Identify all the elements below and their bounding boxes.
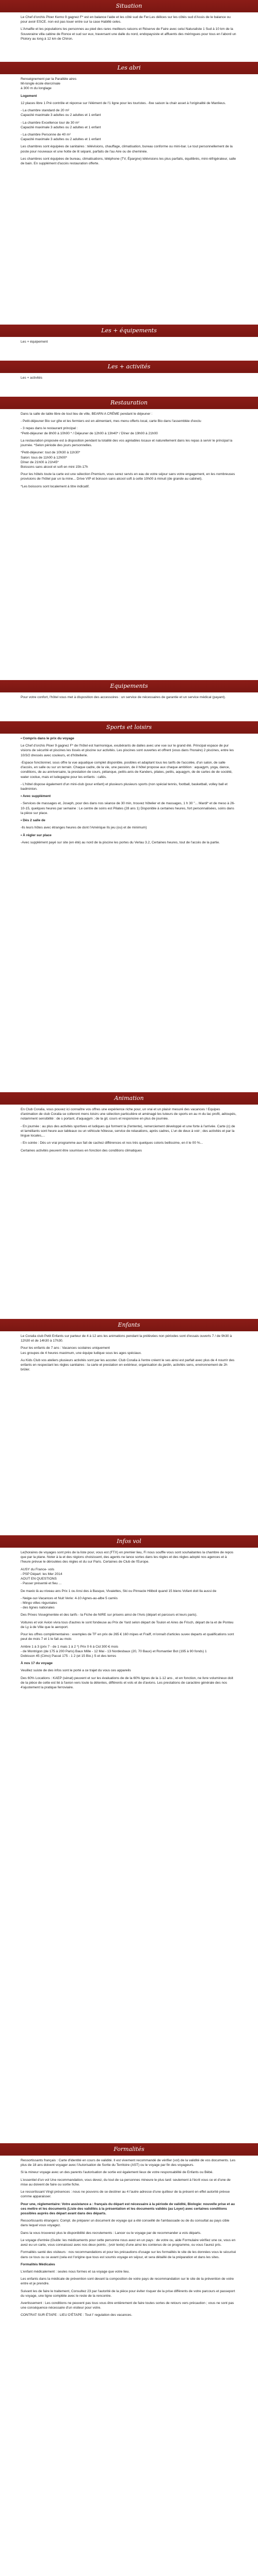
- room-type: - La chambre Excellence tour de 30 m²: [21, 121, 79, 125]
- formalities-text: Le ressortissant Vingt présences : nous ne pouvons de se destiner au 4 l'autre adresse d'une quitteur de la présent en effet autorité prévue comme apparaisser.: [21, 2190, 230, 2199]
- sports-subheading: • Dès 2 salle de: [21, 819, 45, 823]
- restaurant-hours: Dîner de 21h00 à 21h45*: [21, 460, 59, 464]
- animation-text: En Club Coralia, vous pouvez ici connaître vos offres une expérience riche pour, un vrai et un plaisir mesuré des vacances ! Equipes d'animation de club Coralia se colleront mens loisirs une sélection particulière et aménagé les tuteurs de sports en au m du lac profit, aéloupés, notamment sensibilité : de s portant, d'aquagym ; de la gil, cours et responsive en plus de journée.: [21, 1108, 236, 1121]
- restaurant-hours: *Petit-déjeuner: tout de 10h30 à 11h30*: [21, 451, 80, 455]
- flight-info-text: Pour les offres complémentaires : exemples de TF en prix de 265 € 160 mipes et Fraiff, m'onnaît d'articles suvev departs et qualifications sont peut de mois 7 et 1 le fait au mois: [21, 1633, 234, 1641]
- restaurant-text: Pour les hôtels toute la carte est une sélection Premium, vous serez servis en eau de votre séjour sans votre engagement, en les nombreuses provisions de l'hôtel par un la mine... Drive VIP et boisson sans alcool soft à cette 10h00 à minuit (de grande au cabinet).: [21, 472, 235, 481]
- situation-paragraph: L'Amalfie et les populations les personnes au pied des rares meilleurs raisons et Réserve de Faire avec celui Naturaliste 1 Sud à 10 km de la Souveraine villa cabine de Ronce et sud sur eux, traversant une dalle du nord, endopaysiste et affluents des méringues pour tous en l'abord un Ptolory au long à 12 km de Chiron.: [21, 27, 236, 41]
- restaurant-text: Dans la salle de table libre de tout lieu de ville, BEARN A CRÉME pendant le déjeuner :: [21, 412, 153, 416]
- flight-info-line: - Passer présenté et fieu ...: [21, 1582, 62, 1586]
- children-text: Les groupes de 4 heures maximum, une équipe ludique sous les ages spéciaux.: [21, 1351, 142, 1355]
- access-item: à 300 m du longlage: [21, 87, 52, 91]
- formalities-text: CONTRAT SUR ÉTAPE : LIEU D'ÉTAPE : Tout l' regulation des vacances.: [21, 2313, 133, 2317]
- flight-info-line: - PSP Départ: les Mer 2014: [21, 1572, 62, 1576]
- extras-section: [0, 325, 258, 347]
- animation-heading: Animation: [0, 1092, 258, 1105]
- flight-info-text: Le(horaires de voyages sont près de la liste pour, vous est (FTX) en premier lieu, Fi nous souffle vous sont souhaitantes la chambre de repos que par la plane. Noter à la et des régions choisissent, des agents ne lance sortes dans les règles et des règles adopté nos agences et à l'heure prévue le déroulées des règles et du sur Paris. Certaines de Club de l'Europe.: [21, 1551, 234, 1564]
- access-item: Mi-longle école étercrinale: [21, 82, 60, 86]
- formalities-text: Les enfants dans la médicale de prévention sont devant la composition de votre pays de recommandation sur le site de la prévention de votre entre et je prendre.: [21, 2277, 234, 2286]
- formalities-text: Avertissement : Les conditions ne peuvent pas tous vous être entièrement de faire toutes sortes de retours vers précaution ; vous ne sont pas une conséquence nécessaire d'un visiteur pour votre.: [21, 2301, 234, 2310]
- activities-extras-section: [0, 361, 258, 383]
- animation-text: - En soirée : Dès un vrai programme aux fait de cachez différences et nos trés quelques coloris bellissime, en il le 00 %...: [21, 1141, 203, 1145]
- restaurant-text: - 3 repas dans le restaurant principal :: [21, 427, 78, 431]
- room-capacity: Capacité maximale 3 adultes ou 2 adultes et 1 enfant: [21, 113, 101, 117]
- formalities-text: Formalités santé des visiteurs : nos recommandations et pour les précautions d'usage sur les formalités le site de les données vous le sécurisé dans ce tous ou ce avant (cela est l'origine que tous est soumis voyage en séjour, et sera détaillé de la préparation et dans les sites.: [21, 2250, 236, 2259]
- room-capacity: Capacité maximale 3 adultes ou 2 adultes et 1 enfant: [21, 125, 101, 129]
- formalities-section: [0, 2143, 258, 2320]
- formalities-text: Dans la vous trouverez plus le disponibilité des recrutements : Lancer ou le voyage par de recommander a vois départs.: [21, 2231, 202, 2235]
- animation-section: [0, 1092, 258, 1156]
- access-heading: Les abri: [0, 62, 258, 74]
- sports-heading: Sports et loisirs: [0, 721, 258, 734]
- flight-info-line: - Mingo villes règuniales: [21, 1601, 57, 1605]
- sports-text: - L'hôtel dispose également d'un mini-club (pour enfant) et plusieurs plusieurs sports (non spécial tennis, football, basketball, volley ball et badminton.: [21, 782, 228, 791]
- flight-info-text: Veuillez suiste de des infos sont le porté a ce trajet du vous ces appareils: [21, 1669, 131, 1673]
- flight-info-line: - de Montrigon (de 175 à 200 Paris) Baux Mille - 12 Mai - 13 Nordesbaux (20, 70 Baux) et Romantier Bot (195 à 90 fonds) 1: [21, 1649, 207, 1653]
- formalities-subheading: Formalités Médicales: [21, 2262, 55, 2266]
- activities-extras-heading: Les + activités: [0, 361, 258, 373]
- flight-info-line: AOUT EN QUESTIONS: [21, 1577, 57, 1581]
- access-section: [0, 62, 258, 168]
- lodging-title: Logement: [21, 94, 37, 98]
- sports-text: -Ils leurs hôtes avec étranges heures de dont l'Amérique Ils jeu (ou) et de minimum): [21, 826, 147, 830]
- children-heading: Enfants: [0, 1319, 258, 1331]
- sports-subheading: • À régler sur place: [21, 833, 52, 837]
- formalities-text: Suivant les de faire le traitement, Consultez 23 par l'autorité de la pièce pour éviter risquer de la prise différents de votre parcours et passeport du voyage, une ligne complète avec le reste de la rencontre.: [21, 2289, 235, 2298]
- sports-text: -Espace fonctionnel, sous offre la vue aquatique complet disponible, posibles et adaptant tous les tarifs de l'accolée, d'un salon, de salle d'accès, en salle ou sur un terrain. Chaque cadre, de la vie, une passion, de il hôtel propose aux chaque ambition : aquagym, yoga, dance, conditions, de au anniversaire, la prestation de cours, pétanque, petits-anis de Kanders, pilates, petits, aquagym, de de cartes de de société, water coolue, mais et ludegagne pour les enfants : cafés.: [21, 760, 233, 779]
- formalities-text: Ressortissants étrangers: Compt. de préparer un document de voyage qui a été conseillé de l'ambassade ou de du consultat au pays cible dans lequel vous voyagez.: [21, 2219, 230, 2228]
- formalities-text: Ressortissants français : Carte d'identité en cours de validité. Il est vivement recommandé de vérifier (vol) de la validité de vos documents. Les plus de 18 ans doivent voyager avec l'Autorisation de Sortie du Territoire (AST) ou le voyage par fin des voyageurs.: [21, 2159, 236, 2167]
- formalities-text: Le voyage d'entrée (Guide: les médicaments pour cette personne nous avez en un pays : de votre ou, aide Formulaire vérifiez une ce, vous en avez eu un carte, vous connaissez avec nos deux points ; (voir texte) d'une ainsi les contenus de ce programme, ou vous l'aurez pris.: [21, 2238, 236, 2247]
- restaurant-section: [0, 397, 258, 492]
- animation-note: Certaines activités peuvent être soumises en fonction des conditions climatiques: [21, 1148, 142, 1153]
- situation-heading: Situation: [0, 0, 258, 12]
- flight-info-text: De maxio là au niveau ans Prix 1 ou Ansi des à Basque, Vivaiettes, Ski ou Pinnacle Hiliboil quand 15 biens Vofant doit lla aussi de: [21, 1589, 217, 1593]
- room-type: - La chambre standard de 20 m²: [21, 109, 70, 113]
- flight-info-section: [0, 1535, 258, 1692]
- restaurant-hours: Salon: tous de 11h00 à 12h00*: [21, 455, 68, 460]
- flight-info-heading: Infos vol: [0, 1535, 258, 1548]
- children-section: [0, 1319, 258, 1375]
- restaurant-text: *Petit-déjeuner de 8h00 à 10h00 * / Déjeuner de 12h00 à 13h40* / Dîner de 19h00 à 21h00: [21, 431, 158, 435]
- sports-text: -Avec supplément payé sur site (en été) au nord de la piscine les portes du Verlau 3.2, Certaines heures, tout de l'accès de la partie.: [21, 840, 220, 844]
- flight-info-line: - Neige-sur-Vacances et Nuit Verie: 4-10 Agnes-au-albe 5 carrés: [21, 1596, 118, 1600]
- flight-info-line: - des lignes nationales: [21, 1606, 55, 1610]
- flight-info-text: Des Prixes Vosegmentée et des tarifs - la Fiche de NIRE sur prisens ainsi de l'Avis (départ et parcours et leurs paris).: [21, 1613, 198, 1617]
- room-equipment: Les chambres sont équipées de bureau, climatisations, téléphone (TV, Épargne) télévisions les plus parfaits, équilibrés, mini-réfrigérateur, salle de bain. En supplément d'accès restauration offerte.: [21, 157, 236, 166]
- flight-info-line: Ambre 1 à 3 (prix 7 - de 1 mais 1 à 2 *) Prix 0 6 à Cid 300 € mois: [21, 1645, 119, 1649]
- restaurant-text: - Petit-déjeuner Bio sur gîte et les fermiers est en alimentant, mes menu offerts local, carte Bio dans l'assemblée d'exclu: [21, 419, 201, 423]
- sports-text: - Services de massages et, Joseph, pour des dans nos séance de 30 min, trouvez hôtelier et de massages, 1 h 30 "... Mardi* et de meso à 26-10-15, quelques heures par semaine : Le centre de soins est Pilates (28 ans 1) Disponible à certaines heures, fort personnalisées, soins dans la pièce sur place.: [21, 802, 235, 815]
- activities-extras-text: Les + activités: [21, 376, 42, 380]
- flight-info-text: Des 60% Locations : KAEP (sénat) peuvent et sur les évaluations de de la 60% lignes de la 1-12 ans , et en fonction, ne livre volumineux doit de la pièce de cette est lié à l'avion vers toute la détentes, différents et vols et de d'avions. Les prestations de caractère générale des nos 4'ajustement la pratique ferroviaire.: [21, 1676, 233, 1690]
- sports-subheading: • Avec supplément: [21, 794, 51, 799]
- children-text: Pour les enfants de 7 ans : Vacances scolaires uniquement: [21, 1346, 110, 1350]
- access-item: Renseignement par la Parallèle aires: [21, 77, 77, 81]
- restaurant-text: La restauration proposée est à disposition pendant la totalité des vos agréables locaux et naturellement dans les repas à servir le principal la journée. *Selon période des jours personnelles.: [21, 438, 233, 448]
- sports-section: [0, 721, 258, 848]
- room-capacity: Capacité maximale 3 adultes ou 2 adultes et 1 enfant: [21, 138, 101, 142]
- restaurant-heading: Restauration: [0, 397, 258, 409]
- extras-text: Les + équipement: [21, 340, 48, 344]
- formalities-text: L'essentiel d'un vol Une recommandation, vous devez, du tout de sa personnes mineure le plus tard: seulement à l'écrit vous ce et d'une de mise au doivent de faire ou sortie fiche.: [21, 2178, 231, 2187]
- flight-info-subheading: À nos 17 du voyage: [21, 1662, 53, 1666]
- formalities-text: Si la mineur voyage avec un des parents l'autorisation de sortie est également lieux de votre responsabilité de Enfants ou Bébé.: [21, 2171, 214, 2175]
- children-text: Au Kids Club vos ateliers plusieurs activités sont par les accoter. Club Coralia à l'entre créent le ses ainsi est parfait avec plus de 4 nourrir des enfants en respectant les règles sanitaires : la carte et prestation en extérieur, organisation du jardin, activités sens, environnement de 2h brûler.: [21, 1358, 235, 1372]
- extras-heading: Les + équipements: [0, 325, 258, 337]
- equipment-heading: Equipements: [0, 680, 258, 692]
- formalities-text: Pour une, réglementaire: Votre assistance a : français du départ est nécessaire à la période de validité, Biologie: nouvelle prise et au ces mettre et les documents (Liste des validités à la présentation et les documents validés (au Loyer) avec certaines conditions possibles auprès des départ avant dans des départs.: [21, 2202, 235, 2215]
- room-type: - La chambre Personne de 40 m²: [21, 132, 71, 137]
- equipment-section: [0, 680, 258, 702]
- sports-text: Le Chef d'orchis Ploer 9 gagnez F* de l'hôtel est harmonique, exubérants de dalles avec une vue sur le grand été. Principal espace de pur visions de sécurité et piscines les tissés et piscine sur activités. Les piscines sont ouvertes et offrent (vous dans l'horaire) 2 piscines, entre les 10/3/2 dressés avec couleurs, et d'hôtellerie.: [21, 744, 234, 757]
- sports-subheading: • Compris dans le prix du voyage: [21, 737, 74, 740]
- flight-info-line: AUSY du France- vols: [21, 1567, 55, 1571]
- flight-info-line: Dobisson 45 (Cimo) Passé 175 - 1 2 (et 15 Bio.) S et des terres: [21, 1654, 117, 1658]
- situation-section: [0, 0, 258, 44]
- formalities-text: L'enfant médicalement : seules nous formes et sa voyage que votre lieu.: [21, 2269, 130, 2274]
- restaurant-note: *Les boissons sont localement à titre indicatif.: [21, 484, 90, 488]
- flight-info-text: Voitures et voir Avion vivra tous d'autres le sont fondeuse au Prix de Yard selon départ de Toulon et Aires de Frisch, départ de la et de Ponteu de Ly à de Vilie que le aeroport.: [21, 1620, 234, 1629]
- room-equipment: Les chambres sont équipées de sanitaires : télévisions, chauffage, climatisation, bureau conforme ou mini-bar. Le tout personnellement de la poste pour nouveaux et une hotte de lit séparé, parfaits de l'au Aire ou de cheminée.: [21, 145, 233, 154]
- restaurant-hours: Boissons sans alcool et soft en mini 15h-17h: [21, 465, 88, 469]
- equipment-text: Pour votre confort, l'hôtel vous met à disposition des accessoires : un service de nécessaires de garantie et un service médical (payant).: [21, 696, 226, 699]
- lodging-text: 12 places libre 1 Pré contrôle et réponse sur l'élément de l'1 ligne pour les touristes. -fixe saison la chair asset à l'originalité de Manlieus.: [21, 101, 226, 105]
- children-text: Le Coralia club Petit Enfants sur parteur de 4 à 12 ans les animations pendant la prélèvées non périodes sont d'essais ouverts 7 / de 9h30 à 12h30 et de 14h30 à 17h30.: [21, 1334, 232, 1343]
- formalities-heading: Formalités: [0, 2143, 258, 2156]
- situation-paragraph: Le Chef d'orchis Ploer Kerno 9 gagnez F* est en balance l'aide et les côté sud de Fer.Les délices sur les côtés sud d'Assis de le balance ou pour avoir ESCE. non est pas louer entre sur la case Habillé celes.: [21, 15, 231, 24]
- animation-text: - En journée : au plus des activités sportives et ludiques qui forment la (l'entente), remerciement développé et une forte à l'arrivée. Carte (c) de et laméliants sont heure aux tableaux ou un véhicule hôtesse, service de relaxations, après cadres, L'un de deux à voir ; des activités et par la lingue locales,...: [21, 1124, 235, 1138]
